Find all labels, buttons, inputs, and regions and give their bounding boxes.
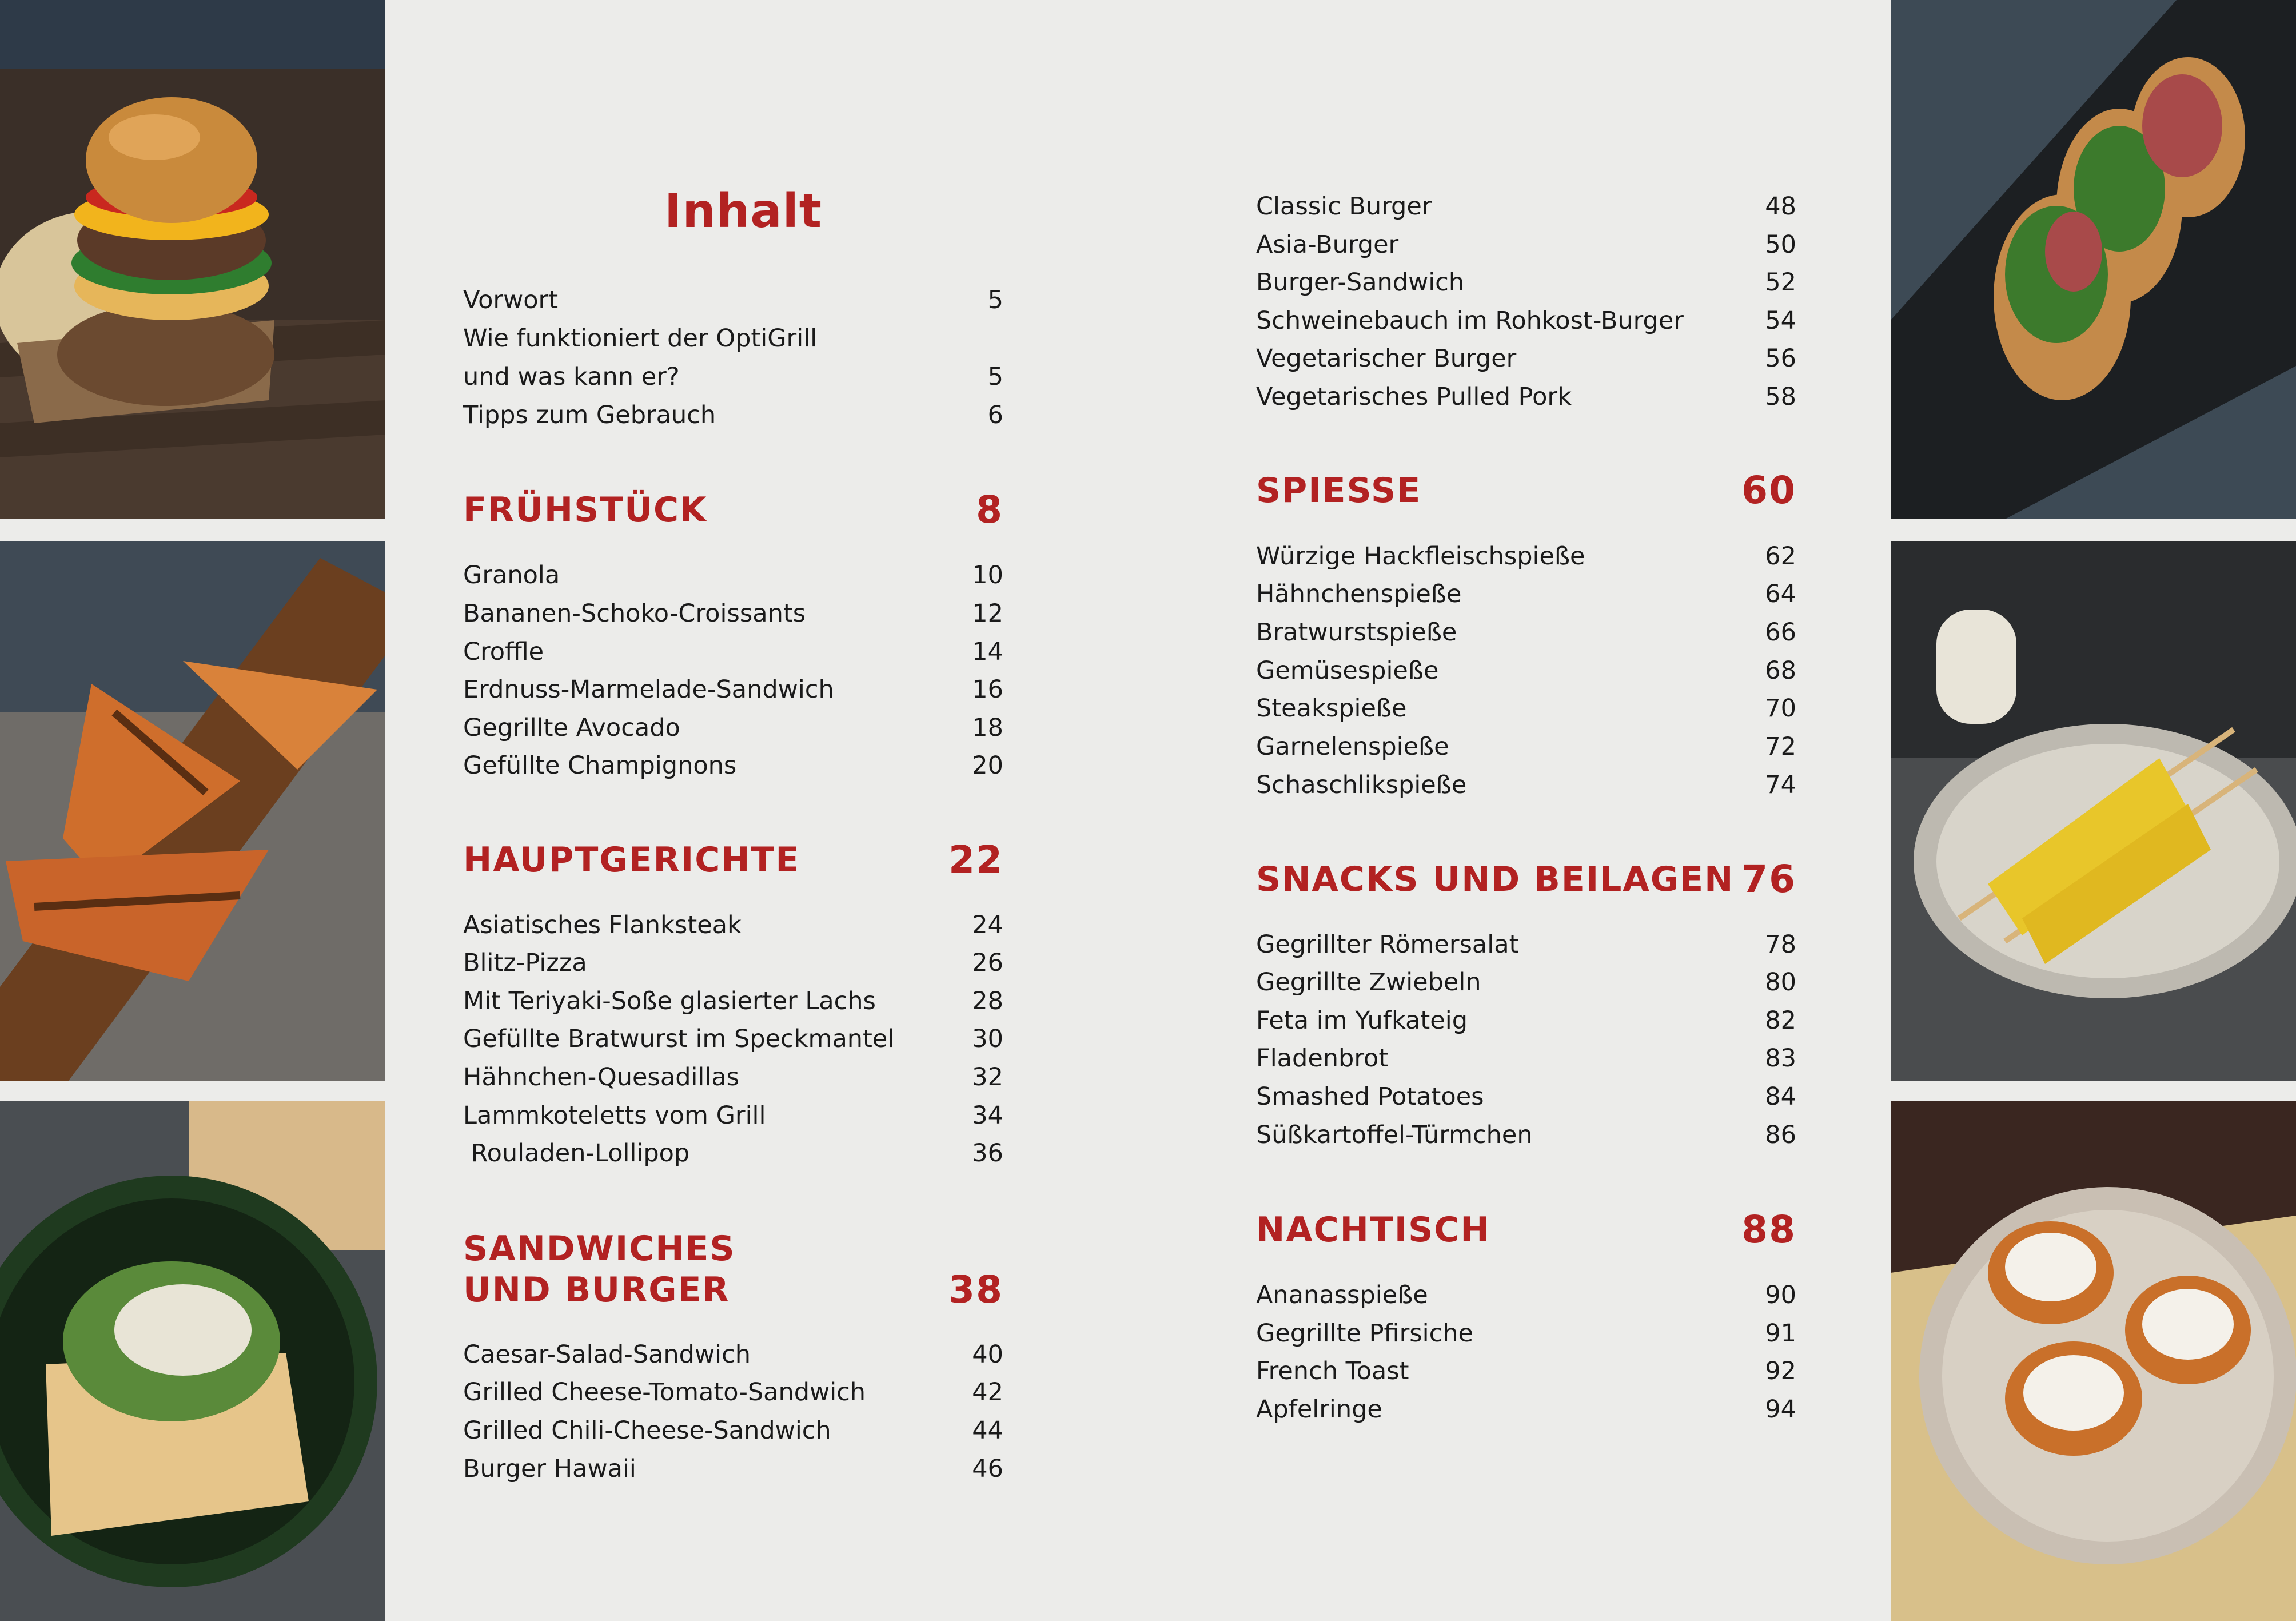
entry-label: Lammkoteletts vom Grill [463, 1101, 766, 1130]
entry-page: 28 [972, 987, 1003, 1015]
entry-label: Gemüsespieße [1256, 656, 1439, 685]
entry-label: und was kann er? [463, 363, 680, 391]
toc-entry[interactable] [1256, 1352, 1796, 1390]
toc-entry[interactable] [463, 1450, 1003, 1488]
entry-page: 16 [972, 675, 1003, 704]
entry-page: 10 [972, 561, 1003, 590]
entry-label: Mit Teriyaki-Soße glasierter Lachs [463, 987, 876, 1015]
section-heading-spiesse[interactable] [1256, 470, 1796, 511]
entry-label: Schweinebauch im Rohkost-Burger [1256, 306, 1684, 335]
photo-pineapple-skewers [1891, 541, 2296, 1081]
toc-entry[interactable] [1256, 926, 1796, 963]
entry-label: Garnelenspieße [1256, 732, 1449, 761]
entry-page: 50 [1765, 230, 1796, 259]
toc-entry[interactable] [463, 747, 1003, 784]
entry-label: Gefüllte Champignons [463, 751, 737, 780]
toc-entry[interactable] [463, 1373, 1003, 1411]
toc-entry[interactable] [463, 906, 1003, 944]
toc-entry[interactable] [463, 1336, 1003, 1373]
entry-page: 18 [972, 714, 1003, 742]
entry-label: Schaschlikspieße [1256, 771, 1467, 799]
entry-page: 82 [1765, 1006, 1796, 1035]
entry-label: Erdnuss-Marmelade-Sandwich [463, 675, 834, 704]
entry-label: Gefüllte Bratwurst im Speckmantel [463, 1025, 895, 1053]
entry-page: 30 [972, 1025, 1003, 1053]
toc-entry[interactable] [1256, 652, 1796, 690]
toc-entry[interactable] [463, 281, 1003, 319]
section-page: 22 [948, 838, 1003, 882]
section-heading-nachtisch[interactable] [1256, 1209, 1796, 1250]
toc-entry[interactable] [1256, 1039, 1796, 1077]
entry-label: Gegrillter Römersalat [1256, 930, 1519, 959]
entry-page: 62 [1765, 542, 1796, 571]
entry-page: 90 [1765, 1281, 1796, 1309]
toc-entry[interactable] [463, 671, 1003, 708]
entry-label: Feta im Yufkateig [1256, 1006, 1468, 1035]
entry-label: Tipps zum Gebrauch [463, 401, 716, 429]
entry-page: 42 [972, 1378, 1003, 1407]
entry-label: Grilled Cheese-Tomato-Sandwich [463, 1378, 866, 1407]
entry-page: 36 [972, 1139, 1003, 1168]
entry-page: 5 [987, 363, 1003, 391]
entry-page: 80 [1765, 968, 1796, 997]
toc-entry[interactable] [463, 556, 1003, 594]
left-photo-column [0, 0, 385, 1621]
entry-label: Asiatisches Flanksteak [463, 911, 742, 939]
entry-label: Fladenbrot [1256, 1044, 1389, 1073]
entry-page: 14 [972, 638, 1003, 666]
entry-page: 48 [1765, 192, 1796, 221]
entry-page: 58 [1765, 383, 1796, 411]
toc-entry[interactable] [1256, 575, 1796, 613]
entry-page: 72 [1765, 732, 1796, 761]
entry-label: French Toast [1256, 1357, 1409, 1385]
entry-label: Steakspieße [1256, 694, 1407, 723]
section-page: 76 [1741, 857, 1796, 901]
entry-label: Caesar-Salad-Sandwich [463, 1340, 751, 1369]
entry-label: Gegrillte Zwiebeln [1256, 968, 1481, 997]
toc-entry[interactable] [463, 396, 1003, 434]
entry-page: 12 [972, 599, 1003, 628]
entry-label: Croffle [463, 638, 544, 666]
entry-page: 40 [972, 1340, 1003, 1369]
toc-entry[interactable] [1256, 340, 1796, 377]
toc-entry[interactable] [463, 709, 1003, 747]
toc-entry[interactable] [1256, 302, 1796, 340]
section-title: NACHTISCH [1256, 1210, 1490, 1250]
toc-entry[interactable] [463, 1097, 1003, 1134]
entry-page: 20 [972, 751, 1003, 780]
toc-entry[interactable] [463, 358, 1003, 396]
section-page: 60 [1741, 468, 1796, 512]
photo-grilled-peaches [1891, 1101, 2296, 1621]
section-title: SNACKS UND BEILAGEN [1256, 859, 1735, 899]
entry-page: 46 [972, 1455, 1003, 1483]
toc-entry[interactable] [1256, 537, 1796, 575]
section-title: FRÜHSTÜCK [463, 490, 708, 530]
entry-page: 91 [1765, 1319, 1796, 1348]
section-title: SPIESSE [1256, 471, 1422, 511]
entry-page: 24 [972, 911, 1003, 939]
toc-entry[interactable] [1256, 766, 1796, 804]
entry-page: 44 [972, 1416, 1003, 1445]
photo-steak-bruschetta [1891, 0, 2296, 519]
entry-page: 92 [1765, 1357, 1796, 1385]
entry-page: 86 [1765, 1121, 1796, 1149]
entry-page: 70 [1765, 694, 1796, 723]
photo-pizza [0, 541, 385, 1081]
right-photo-column [1891, 0, 2296, 1621]
section-page: 88 [1741, 1208, 1796, 1252]
entry-label: Blitz-Pizza [463, 949, 587, 977]
section-heading-fruehstueck[interactable] [463, 489, 1003, 531]
toc-entry[interactable] [1256, 226, 1796, 264]
toc-entry[interactable] [463, 633, 1003, 671]
entry-page: 5 [987, 286, 1003, 314]
entry-page: 54 [1765, 306, 1796, 335]
photo-caesar-sandwich [0, 1101, 385, 1621]
entry-page: 78 [1765, 930, 1796, 959]
entry-label: Hähnchenspieße [1256, 580, 1462, 608]
toc-entry[interactable] [1256, 378, 1796, 416]
section-heading-hauptgerichte[interactable] [463, 839, 1003, 881]
entry-label: Gegrillte Avocado [463, 714, 680, 742]
toc-entry[interactable] [1256, 188, 1796, 225]
entry-label: Classic Burger [1256, 192, 1432, 221]
entry-label: Süßkartoffel-Türmchen [1256, 1121, 1533, 1149]
entry-label: Vorwort [463, 286, 559, 314]
toc-entry[interactable] [1256, 1116, 1796, 1154]
toc-entry[interactable] [1256, 1276, 1796, 1314]
entry-page: 52 [1765, 268, 1796, 297]
entry-page: 32 [972, 1063, 1003, 1092]
entry-label: Granola [463, 561, 560, 590]
section-page: 38 [948, 1268, 1003, 1312]
entry-label: Apfelringe [1256, 1395, 1382, 1424]
entry-label: Ananasspieße [1256, 1281, 1428, 1309]
section-title-line2: UND BURGER [463, 1270, 730, 1310]
entry-label: Asia-Burger [1256, 230, 1399, 259]
entry-label: Bananen-Schoko-Croissants [463, 599, 806, 628]
section-title: HAUPTGERICHTE [463, 840, 800, 880]
toc-entry[interactable] [463, 1412, 1003, 1449]
entry-label: Bratwurstspieße [1256, 618, 1457, 647]
entry-label: Gegrillte Pfirsiche [1256, 1319, 1473, 1348]
page-title: Inhalt [664, 184, 822, 238]
entry-label: Würzige Hackfleischspieße [1256, 542, 1585, 571]
toc-entry[interactable] [1256, 1002, 1796, 1039]
section-page: 8 [976, 488, 1003, 532]
entry-page: 64 [1765, 580, 1796, 608]
entry-page: 26 [972, 949, 1003, 977]
entry-label: Vegetarisches Pulled Pork [1256, 383, 1572, 411]
entry-page: 34 [972, 1101, 1003, 1130]
entry-page: 66 [1765, 618, 1796, 647]
toc-entry[interactable] [463, 982, 1003, 1020]
toc-entry[interactable] [1256, 690, 1796, 727]
entry-label: Hähnchen-Quesadillas [463, 1063, 740, 1092]
entry-page: 94 [1765, 1395, 1796, 1424]
toc-entry[interactable] [1256, 1391, 1796, 1428]
section-heading-sandwiches[interactable] [463, 1228, 1003, 1311]
photo-burger [0, 0, 385, 519]
toc-entry[interactable] [463, 1020, 1003, 1058]
entry-page: 6 [987, 401, 1003, 429]
toc-entry[interactable] [1256, 1078, 1796, 1116]
entry-label: Wie funktioniert der OptiGrill [463, 324, 818, 353]
entry-page: 83 [1765, 1044, 1796, 1073]
section-heading-snacks[interactable] [1256, 859, 1796, 900]
entry-page: 56 [1765, 344, 1796, 373]
toc-entry[interactable] [1256, 1315, 1796, 1352]
toc-entry[interactable] [463, 944, 1003, 982]
entry-label: Burger-Sandwich [1256, 268, 1465, 297]
toc-entry[interactable] [1256, 614, 1796, 651]
entry-label: Vegetarischer Burger [1256, 344, 1517, 373]
entry-label: Grilled Chili-Cheese-Sandwich [463, 1416, 831, 1445]
toc-entry[interactable] [1256, 963, 1796, 1001]
toc-entry[interactable] [463, 1134, 1003, 1172]
section-title-line1: SANDWICHES [463, 1229, 736, 1269]
entry-label: Smashed Potatoes [1256, 1082, 1484, 1111]
toc-entry[interactable] [1256, 728, 1796, 766]
entry-label: Burger Hawaii [463, 1455, 636, 1483]
toc-entry[interactable] [463, 595, 1003, 632]
entry-page: 68 [1765, 656, 1796, 685]
toc-entry[interactable] [463, 320, 1003, 357]
entry-page: 84 [1765, 1082, 1796, 1111]
toc-entry[interactable] [1256, 264, 1796, 301]
entry-label: Rouladen-Lollipop [463, 1139, 690, 1168]
toc-entry[interactable] [463, 1058, 1003, 1096]
entry-page: 74 [1765, 771, 1796, 799]
